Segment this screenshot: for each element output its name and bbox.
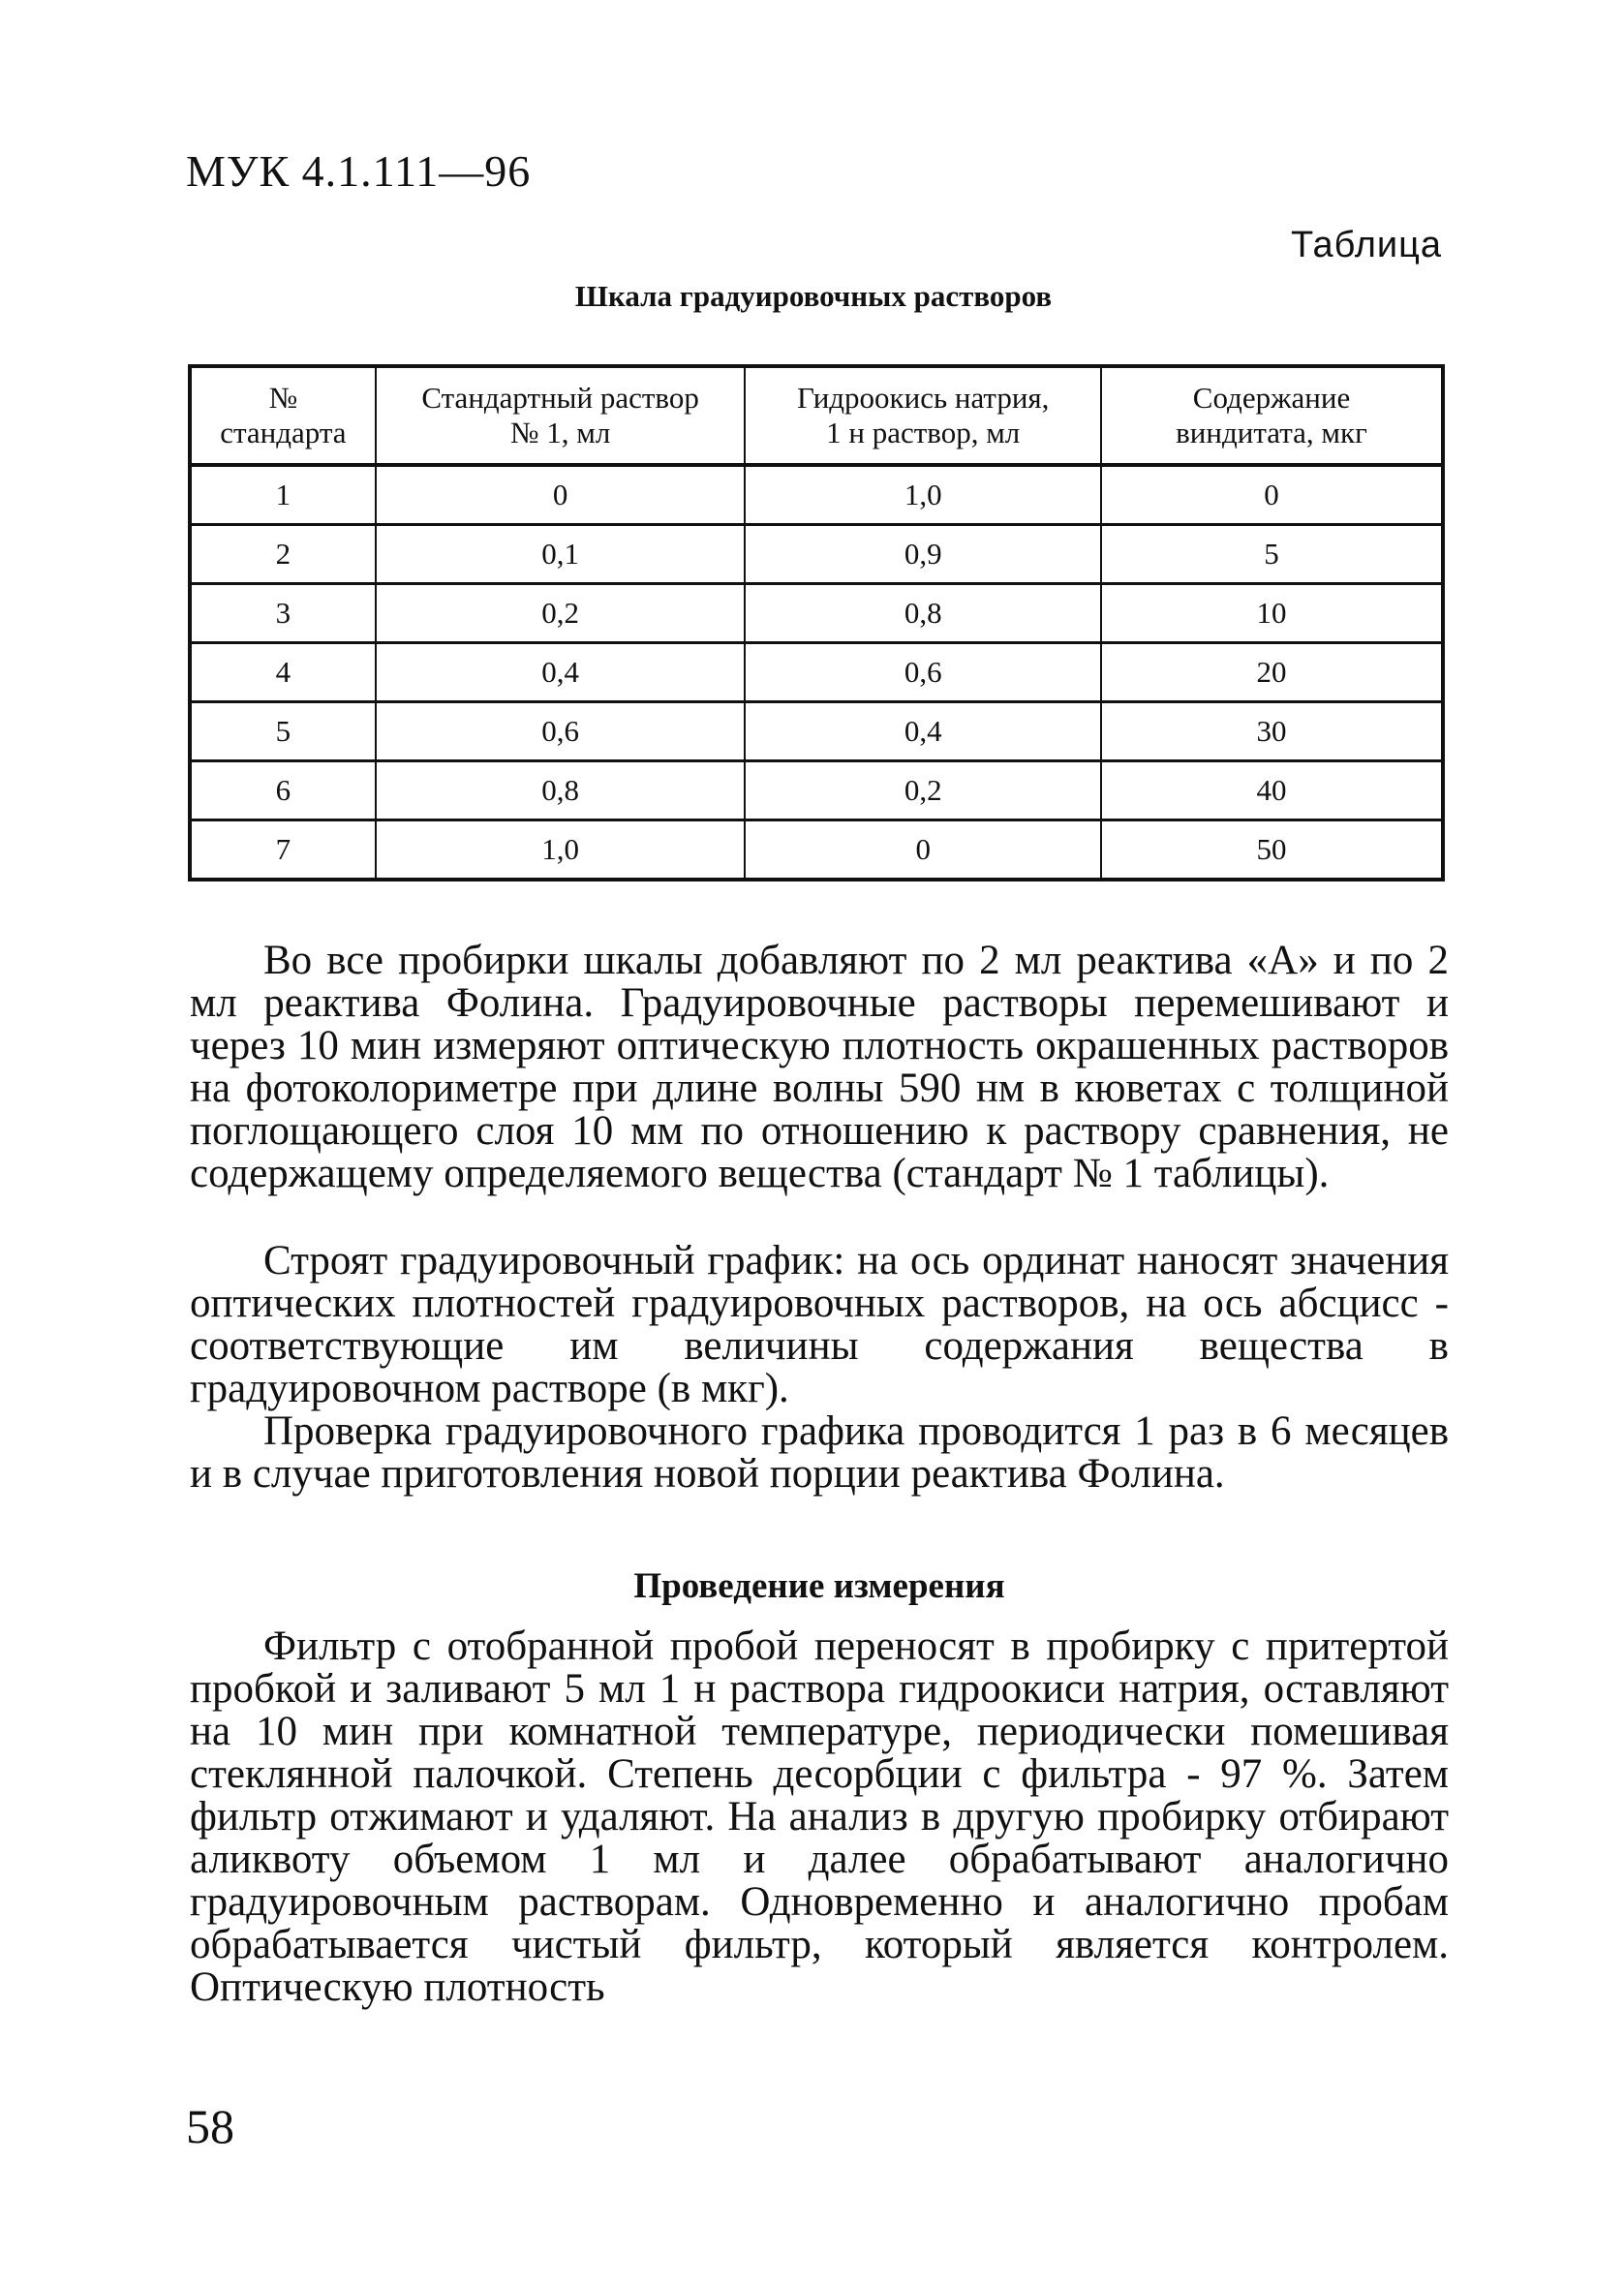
- body-paragraph: [190, 940, 1449, 1195]
- table-cell: 30: [1101, 702, 1443, 761]
- table-cell: 1: [190, 465, 376, 525]
- table-cell: 0,6: [745, 643, 1101, 702]
- table-row: [190, 525, 1443, 584]
- section-heading: Проведение измерения: [633, 1566, 1005, 1606]
- paragraph-text: Во все пробирки шкалы добавляют по 2 мл реактива «А» и по 2 мл реактива Фолина. Градуировочные растворы перемешивают и через 10 мин измеряют оптическую плотность окрашенных растворов на фотоколориметре при длине волны 590 нм в кюветах с толщиной поглощающего слоя 10 мм по отношению к раствору сравнения, не содержащему определяемого вещества (стандарт № 1 таблицы).: [190, 938, 1449, 1196]
- body-paragraph: [190, 1240, 1449, 1410]
- table-cell: 0,8: [376, 761, 746, 820]
- column-header-line: Содержание: [1192, 381, 1351, 415]
- column-header-content: [1101, 366, 1443, 465]
- table-cell: 0,2: [745, 761, 1101, 820]
- table-cell: 0,6: [376, 702, 746, 761]
- table-cell: 0,2: [376, 584, 746, 643]
- table-cell: 2: [190, 525, 376, 584]
- table-row: [190, 820, 1443, 881]
- column-header-standard-number: [190, 366, 376, 465]
- table-row: [190, 465, 1443, 525]
- table-row: [190, 702, 1443, 761]
- table-cell: 1,0: [376, 820, 746, 881]
- table-cell: 0,4: [745, 702, 1101, 761]
- table-cell: 5: [1101, 525, 1443, 584]
- page-number: 58: [186, 2099, 234, 2153]
- table-cell: 4: [190, 643, 376, 702]
- column-header-line: №: [268, 381, 298, 415]
- table-row: [190, 761, 1443, 820]
- column-header-sodium-hydroxide: [745, 366, 1101, 465]
- calibration-table: [188, 364, 1445, 881]
- table-row: [190, 584, 1443, 643]
- table-cell: 6: [190, 761, 376, 820]
- body-paragraph: [190, 1410, 1449, 1496]
- table-cell: 5: [190, 702, 376, 761]
- table-cell: 3: [190, 584, 376, 643]
- table-cell: 0: [376, 465, 746, 525]
- table-header-row: [190, 366, 1443, 465]
- table-cell: 0,4: [376, 643, 746, 702]
- table-cell: 40: [1101, 761, 1443, 820]
- table-cell: 0,9: [745, 525, 1101, 584]
- document-code: МУК 4.1.111—96: [186, 146, 532, 196]
- table-cell: 0,8: [745, 584, 1101, 643]
- table-cell: 20: [1101, 643, 1443, 702]
- column-header-line: № 1, мл: [509, 416, 611, 449]
- table-cell: 0,1: [376, 525, 746, 584]
- paragraph-text: Строят градуировочный график: на ось ординат наносят значения оптических плотностей градуировочных растворов, на ось абсцисс - соответствующие им величины содержания вещества в градуировочном растворе (в мкг).: [190, 1238, 1449, 1411]
- table-row: [190, 643, 1443, 702]
- column-header-line: Стандартный раствор: [421, 381, 699, 415]
- column-header-line: виндитата, мкг: [1176, 416, 1367, 449]
- table-header: [190, 366, 1443, 465]
- table-label: Таблица: [1291, 225, 1442, 265]
- table-title: Шкала градуировочных растворов: [574, 279, 1053, 313]
- column-header-line: 1 н раствор, мл: [826, 416, 1021, 449]
- paragraph-text: Фильтр с отобранной пробой переносят в пробирку с притертой пробкой и заливают 5 мл 1 н раствора гидроокиси натрия, оставляют на 10 мин при комнатной температуре, периодически помешивая стеклянной палочкой. Степень десорбции с фильтра - 97 %. Затем фильтр отжимают и удаляют. На анализ в другую пробирку отбирают аликвоту объемом 1 мл и далее обрабатывают аналогично градуировочным растворам. Одновременно и аналогично пробам обрабатывается чистый фильтр, который является контролем. Оптическую плотность: [190, 1623, 1449, 2010]
- table-cell: 1,0: [745, 465, 1101, 525]
- table-cell: 50: [1101, 820, 1443, 881]
- column-header-standard-solution: [376, 366, 746, 465]
- table-cell: 0: [1101, 465, 1443, 525]
- paragraph-text: Проверка градуировочного графика проводится 1 раз в 6 месяцев и в случае приготовления новой порции реактива Фолина.: [190, 1408, 1449, 1497]
- table-body: [190, 465, 1443, 880]
- body-paragraph: [190, 1625, 1449, 2009]
- table-cell: 7: [190, 820, 376, 881]
- table-cell: 10: [1101, 584, 1443, 643]
- column-header-line: Гидроокись натрия,: [796, 381, 1050, 415]
- table-cell: 0: [745, 820, 1101, 881]
- column-header-line: стандарта: [220, 416, 347, 449]
